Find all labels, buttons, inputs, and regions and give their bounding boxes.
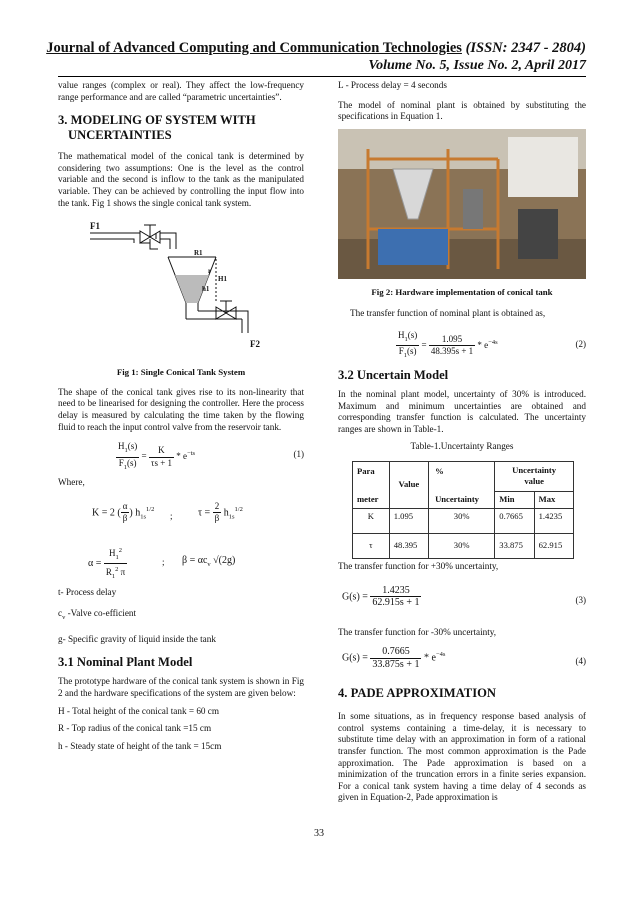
- table-row: τ 48.395 30% 33.875 62.915: [353, 533, 574, 558]
- right-column: [338, 80, 586, 804]
- shape-paragraph: The shape of the conical tank gives rise to its non-linearity that need to be linearised for designing the controller. Here the process delay is measured by calculating the time taken by the flowing fluid to reach the input control valve from the reservoir tank.: [58, 386, 304, 432]
- fig1-label-r1: R1: [194, 249, 203, 258]
- fig1-caption: Fig 1: Single Conical Tank System: [116, 367, 246, 378]
- fig1-label-h1-big: H1: [218, 275, 227, 284]
- section-3-2-title: 3.2 Uncertain Model: [338, 367, 449, 382]
- journal-issn: (ISSN: 2347 - 2804): [465, 40, 586, 56]
- conical-tank-diagram: [58, 215, 304, 363]
- section-4-title: 4. PADE APPROXIMATION: [338, 686, 496, 701]
- section-3-1-paragraph: The prototype hardware of the conical tank system is shown in Fig 2 and the hardware specifications of the system are given below:: [58, 676, 304, 698]
- plus-30-intro: The transfer function for +30% uncertainty,: [338, 560, 499, 571]
- process-delay-spec: L - Process delay = 4 seconds: [338, 80, 447, 90]
- eq4-denominator: 33.875s + 1: [372, 658, 420, 670]
- fig1-label-h1: h1: [202, 285, 210, 294]
- equation-alpha-beta: α = $\frac{H_1^2}{R_1^2 \pi}$ ; $\beta = \alpha c_v$ √(2g): [88, 546, 236, 580]
- equation-4: G(s) = $\frac{0.7665}{33.875s + 1}$ * $e^{-4s}$ (4): [342, 646, 586, 670]
- intro-paragraph: value ranges (complex or real). They affect the low-frequency range performance and are called “parametric uncertainties”.: [58, 80, 304, 102]
- eq3-numerator: 1.4235: [370, 585, 421, 598]
- uncertainty-table: Para meter Value % Uncertainty Uncertainty value Min Max K 1.095 30% 0.7665 1.4235 τ 48.395 30% 33.875 62.915: [352, 461, 574, 559]
- equation-3-number: (3): [575, 594, 586, 605]
- section-3-2-paragraph: In the nominal plant model, uncertainty of 30% is introduced. Maximum and minimum uncertainties are obtained and corresponding transfer function is calculated. The uncertainty ranges are shown in Table-1.: [338, 388, 586, 434]
- spec-radius: R - Top radius of the conical tank =15 cm: [58, 723, 212, 734]
- fig1-label-f2: F2: [250, 339, 260, 350]
- spec-steady-height: h - Steady state of height of the tank = 15cm: [58, 740, 222, 751]
- equation-3: G(s) = $\frac{1.4235}{62.915s + 1}$ (3): [342, 584, 586, 609]
- t-definition: t- Process delay: [58, 586, 117, 597]
- nominal-model-paragraph: The model of nominal plant is obtained by substituting the specifications in Equation 1.: [338, 99, 586, 122]
- fig1-label-r: r: [208, 267, 212, 276]
- where-label: Where,: [58, 477, 85, 488]
- equation-1: $\frac{H_1(s)}{F_1(s)}$ = $\frac{K}{\tau s + 1}$ * $e^{-ts}$ (1): [118, 441, 304, 471]
- equation-k-tau: K = 2 ( $\frac{\alpha}{\beta}$ ) $h_{1s}^{1/2}$ ; τ = $\frac{2}{\beta}$ $h_{1s}^{1/2}$: [92, 500, 243, 524]
- left-column: [58, 80, 304, 752]
- header-rule: [58, 76, 586, 77]
- equation-1-number: (1): [293, 449, 304, 460]
- section-3-1-title: 3.1 Nominal Plant Model: [58, 655, 193, 670]
- fig1-label-f1: F1: [90, 221, 100, 232]
- journal-volume: Volume No. 5, Issue No. 2, April 2017: [368, 58, 586, 73]
- eq2-numerator: 1.095: [429, 334, 475, 347]
- equation-2: $\frac{H_1(s)}{F_1(s)}$ = $\frac{1.095}{48.395s + 1}$ * $e^{-4s}$ (2): [398, 329, 586, 360]
- page-number: 33: [314, 828, 324, 839]
- eq2-denominator: 48.395s + 1: [430, 346, 474, 357]
- eq3-denominator: 62.915s + 1: [372, 597, 420, 609]
- eq4-exponent: −4s: [435, 651, 446, 659]
- fig2-caption: Fig 2: Hardware implementation of conical tank: [371, 286, 553, 297]
- journal-title: Journal of Advanced Computing and Communication Technologies: [46, 40, 462, 56]
- table-caption: Table-1.Uncertainty Ranges: [410, 441, 514, 452]
- eq4-numerator: 0.7665: [370, 646, 421, 659]
- section-3-title: 3. MODELING OF SYSTEM WITH UNCERTAINTIES: [58, 113, 256, 143]
- cv-definition: $c_v$ -Valve co-efficient: [58, 608, 137, 622]
- spec-height: H - Total height of the conical tank = 60 cm: [58, 705, 220, 716]
- tf-intro: The transfer function of nominal plant is obtained as,: [350, 308, 546, 319]
- eq2-exponent: −4s: [488, 338, 498, 346]
- hardware-photo: [338, 129, 586, 279]
- section-4-paragraph: In some situations, as in frequency response based analysis of control systems containing a time-delay, it is necessary to substitute time delay with an approximation in form of a rational transfer function. The most common approximation is the Pade approximation. The Pade approximation is based on a minimization of the truncation errors in a finite series expansion. For a conical tank system having a time delay of 4 seconds as given in Equation-2, Pade approximation is: [338, 711, 586, 803]
- equation-2-number: (2): [575, 338, 586, 349]
- section-3-paragraph: The mathematical model of the conical tank is determined by considering two assumptions: One is the level as the control variable and the second is inflow to the tank as the manipulated variable. They can be achieved by controlling the input flow into the tank. Fig 1 shows the single conical tank system.: [58, 151, 304, 208]
- equation-4-number: (4): [575, 656, 586, 667]
- g-definition: g- Specific gravity of liquid inside the tank: [58, 633, 216, 644]
- table-row: K 1.095 30% 0.7665 1.4235: [353, 508, 574, 533]
- journal-header: [0, 40, 586, 57]
- minus-30-intro: The transfer function for -30% uncertainty,: [338, 626, 497, 637]
